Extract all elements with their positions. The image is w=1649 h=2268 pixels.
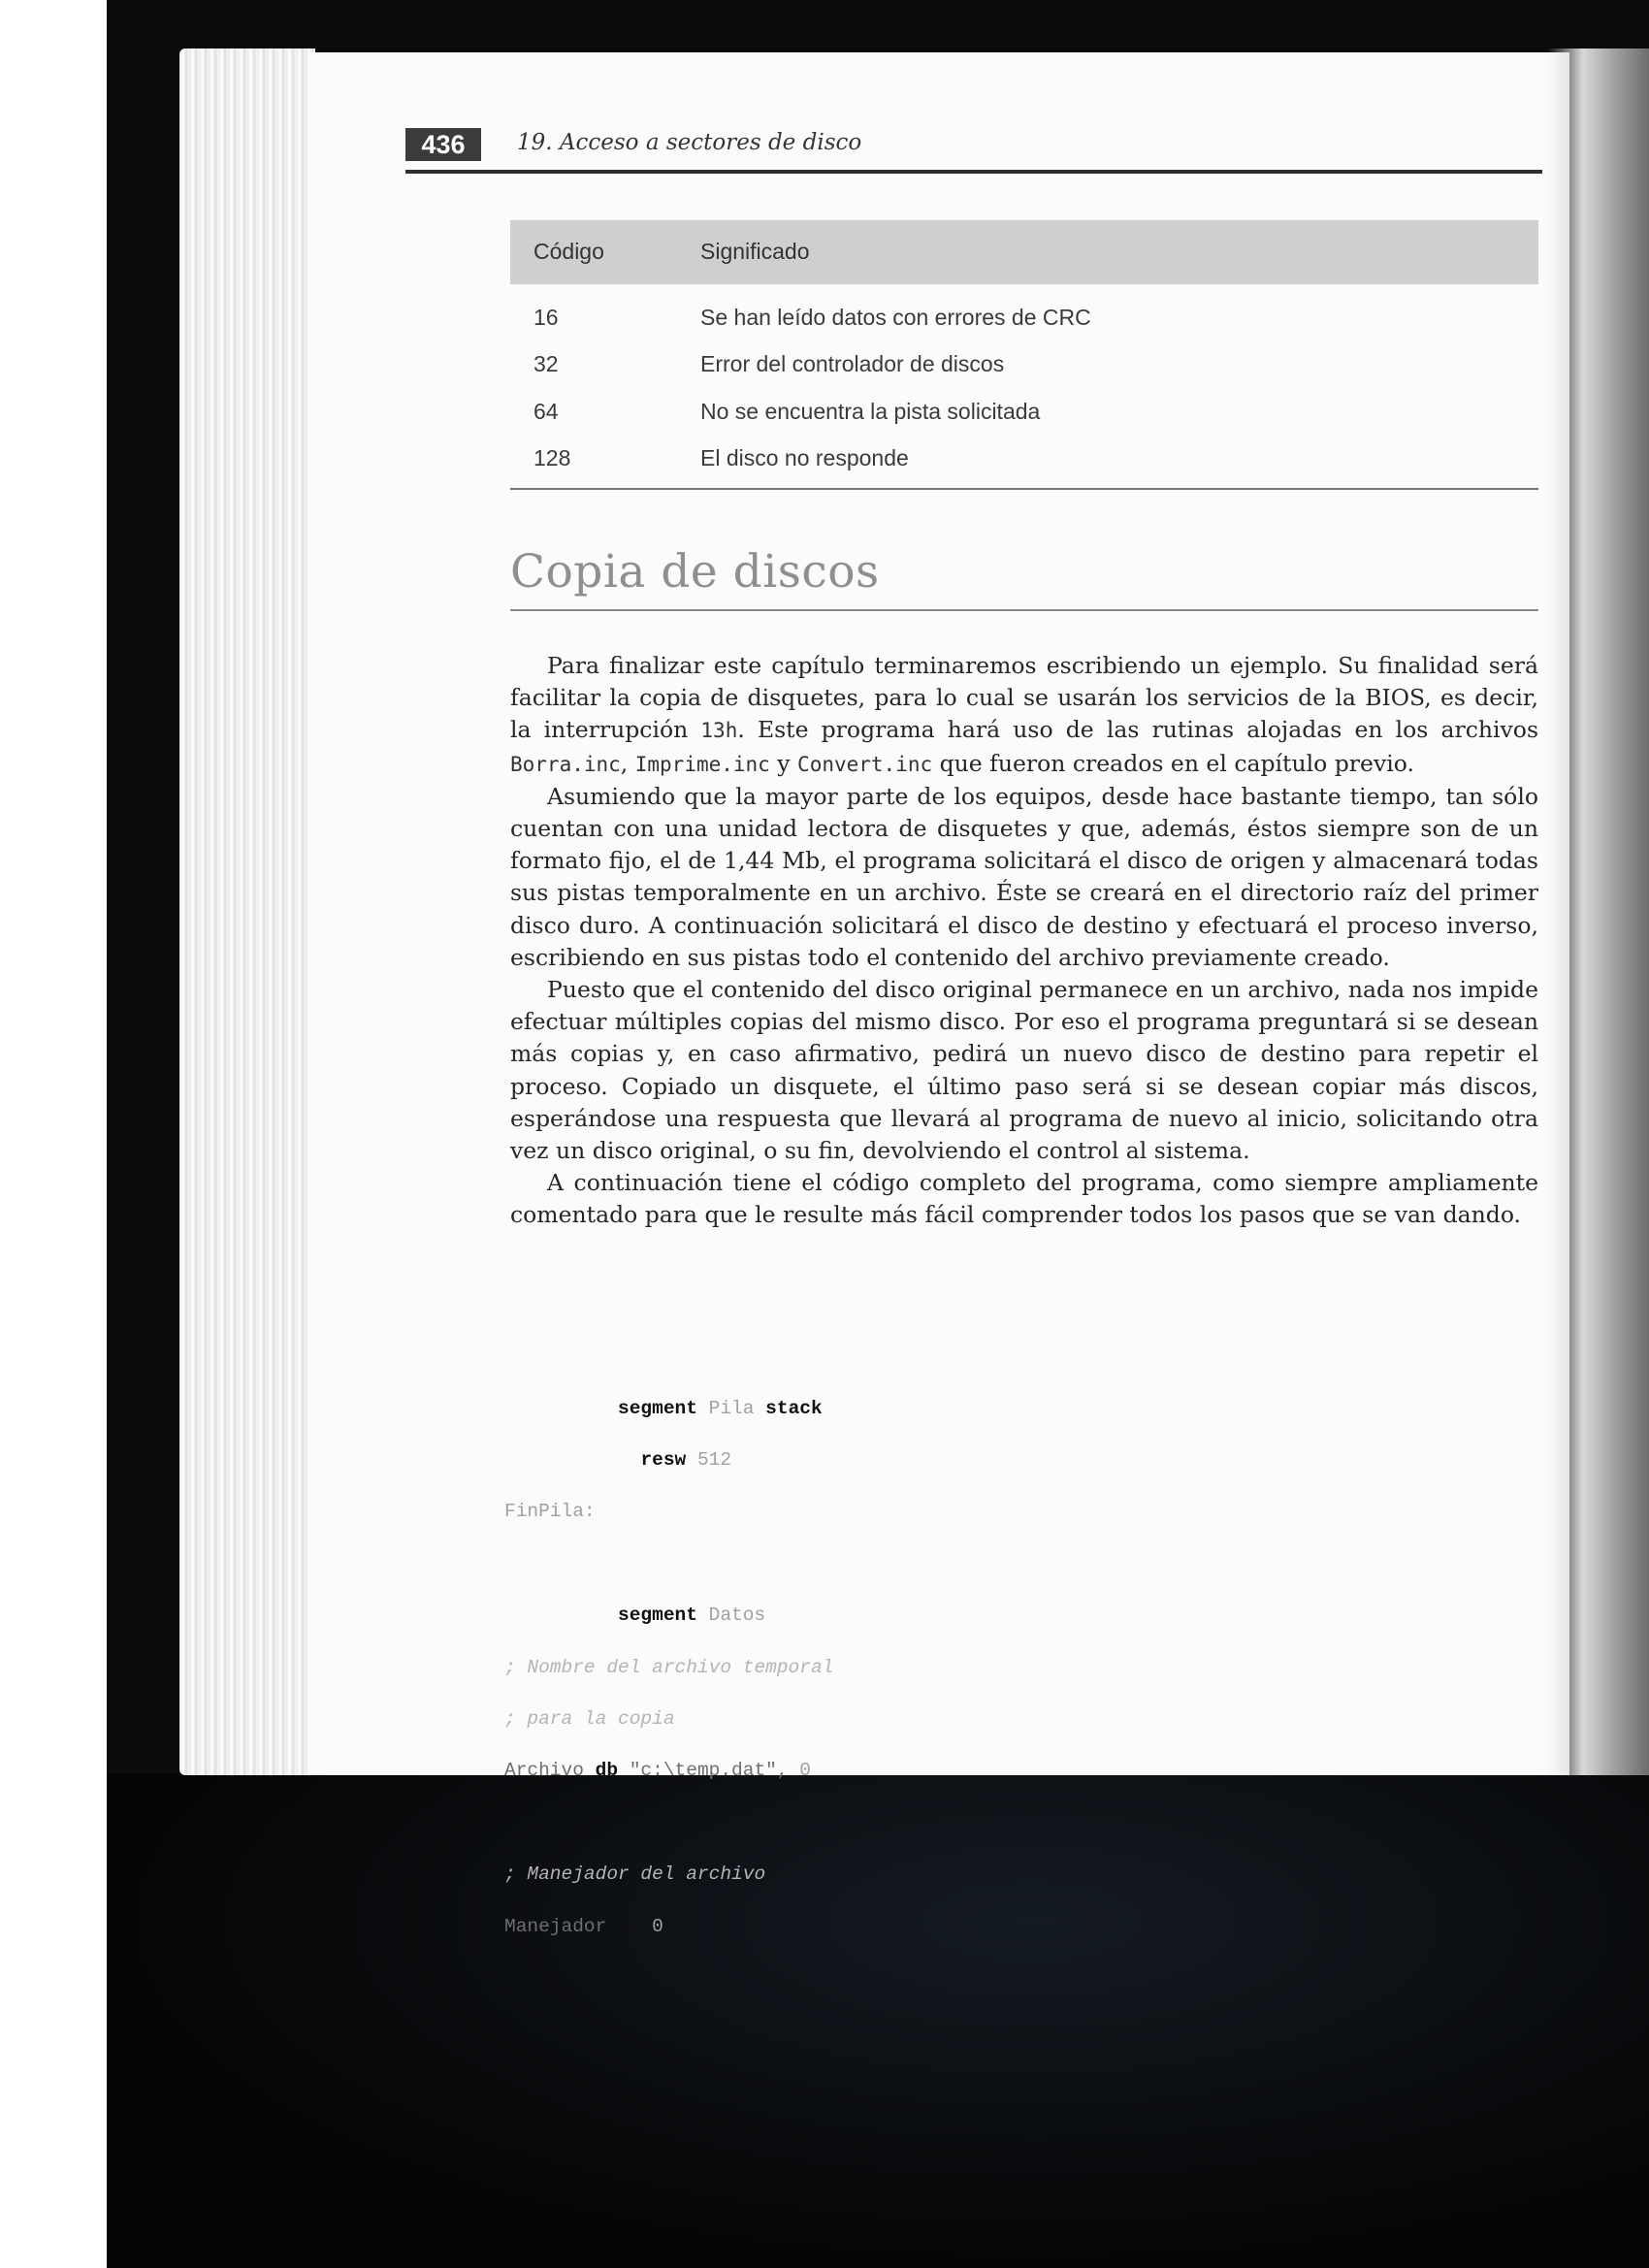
scanner-background-lower [107,1773,1649,2268]
code-identifier: Datos [708,1604,766,1627]
code-line-blank [504,1810,833,1836]
code-comment: ; Manejador del archivo [504,1863,766,1886]
table-row [510,399,1538,437]
code-line [504,1396,833,1422]
table-row [510,351,1538,390]
column-header-meaning: Significado [700,239,810,264]
paragraph-text: . Este programa hará uso de las rutinas alojadas en los archivos [737,716,1539,744]
code-literal: 0 [652,1915,663,1937]
cell-meaning: No se encuentra la pista solicitada [700,399,1041,424]
book-page-edges [179,49,315,1775]
code-line [504,1603,833,1629]
paragraph: A continuación tiene el código completo del programa, como siempre ampliamente comentado para que le resulte más fácil comprender todos los pasos que se van dando. [510,1169,1538,1229]
cell-code: 32 [534,351,559,376]
inline-code: Imprime.inc [634,752,770,776]
table-row [510,445,1538,484]
code-line [504,1862,833,1888]
code-label: FinPila: [504,1501,596,1523]
code-keyword: resw [640,1449,687,1472]
code-keyword: dw [618,1915,641,1937]
paragraph: Asumiendo que la mayor parte de los equipos, desde hace bastante tiempo, tan sólo cuentan con una unidad lectora de disquetes y que, además, éstos siempre son de un formato fijo, el de 1,44 Mb, el programa solicitará el disco de origen y almacenará todas sus pistas temporalmente en un archivo. Éste se creará en el directorio raíz del primer disco duro. A continuación solicitará el disco de destino y efectuará el proceso inverso, escribiendo en sus pistas todo el contenido del archivo previamente creado. [510,782,1538,971]
body-text [510,650,1538,1232]
cell-code: 16 [534,305,559,330]
code-keyword: stack [765,1397,823,1419]
paragraph-text: que fueron creados en el capítulo previo. [932,749,1414,777]
code-identifier: Pila [708,1397,755,1419]
section-rule [510,609,1538,611]
code-keyword: segment [618,1397,697,1419]
paragraph-text: , [620,749,635,777]
paragraph: Puesto que el contenido del disco original permanece en un archivo, nada nos impide efectuar múltiples copias del mismo disco. Por eso el programa preguntará si se desean más copias y, en caso afirmativo, pedirá un nuevo disco de destino para repetir el proceso. Copiado un disquete, el último paso será si se desean copiar más discos, esperándose una respuesta que llevará al programa de nuevo al inicio, solicitando otra vez un disco original, o su fin, devolviendo el control al sistema. [510,976,1538,1165]
cell-meaning: Se han leído datos con errores de CRC [700,305,1091,330]
cell-code: 64 [534,399,559,424]
code-line [504,1655,833,1681]
code-literal: 512 [696,1449,732,1472]
inline-code: Borra.inc [510,752,621,776]
cell-code: 128 [534,445,571,470]
code-literal: 0 [799,1760,811,1782]
inline-code: Convert.inc [797,752,933,776]
section-title: Copia de discos [510,545,880,599]
paragraph-text: Para finalizar este capítulo terminaremos escribiendo un ejemplo. Su finalidad será facilitar la copia de disquetes, para lo cual se usarán los servicios de la BIOS, es decir, la interrupción [510,652,1538,744]
code-line [504,1499,833,1525]
code-label: Archivo [504,1760,584,1782]
table-bottom-rule [510,488,1538,490]
code-line [504,1447,833,1474]
code-label: Manejador [504,1915,607,1937]
code-line [504,1706,833,1733]
code-comment: ; para la copia [504,1708,675,1731]
cell-meaning: Error del controlador de discos [700,351,1005,376]
code-listing [504,1370,833,1965]
code-line [504,1914,833,1940]
code-line-blank [504,1551,833,1577]
page-number: 436 [405,128,481,161]
code-line [504,1758,833,1784]
code-comment: ; Nombre del archivo temporal [504,1656,834,1678]
inline-code: 13h [700,719,738,743]
table-row [510,305,1538,343]
paragraph-text: y [769,749,798,777]
code-keyword: segment [618,1604,697,1627]
book-gutter-shadow [1547,49,1649,1775]
code-string: "c:\temp.dat", [629,1760,789,1782]
cell-meaning: El disco no responde [700,445,909,470]
running-chapter-title: 19. Acceso a sectores de disco [517,130,862,155]
table-header [510,220,1538,284]
column-header-code: Código [534,239,604,264]
header-rule [405,170,1542,174]
scan-margin-left [0,0,107,2268]
code-keyword: db [595,1760,619,1782]
paragraph [510,650,1538,781]
